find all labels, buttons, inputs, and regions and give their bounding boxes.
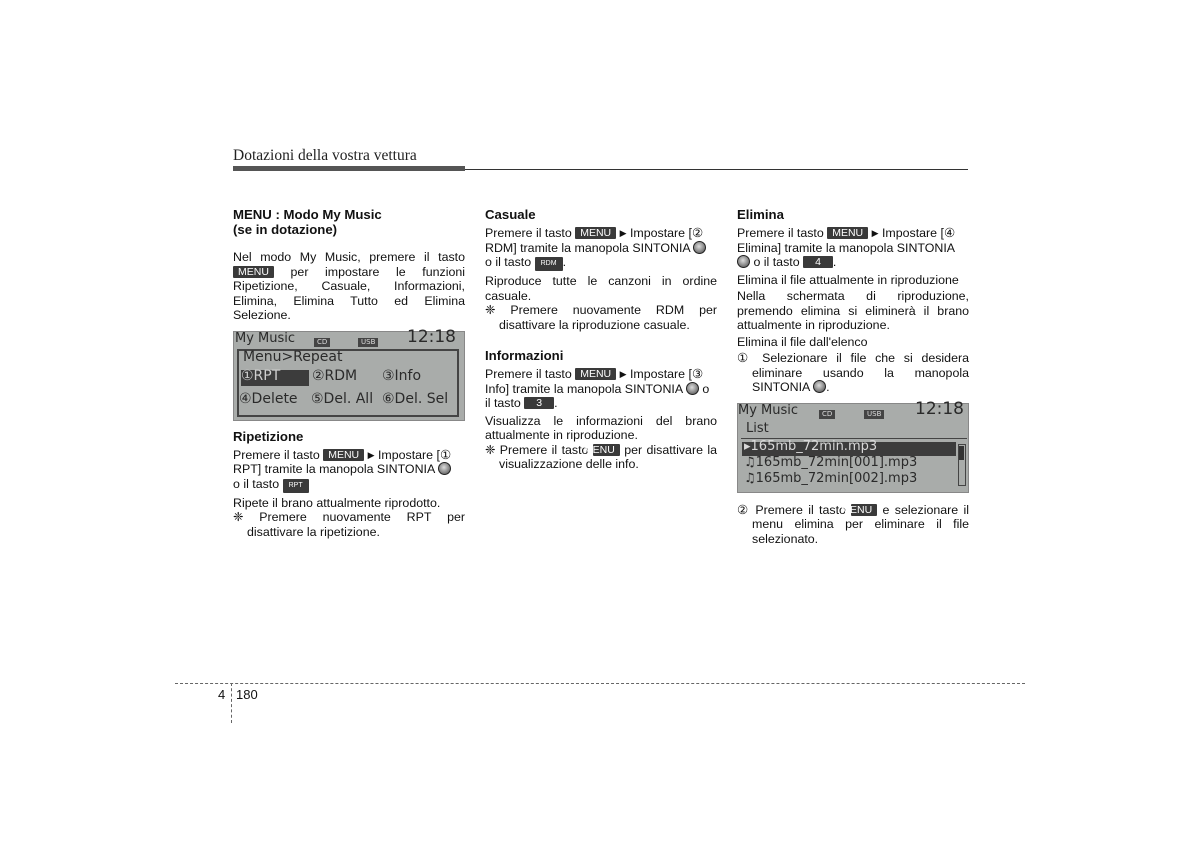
info-description: Visualizza le informazioni del brano attualmente in riproduzione. xyxy=(485,413,717,442)
shuffle-description: Riproduce tutte le canzoni in ordine casuale. xyxy=(485,274,717,303)
delete-current-label: Elimina il file attualmente in riproduzione xyxy=(737,272,959,287)
section-header: Dotazioni della vostra vettura xyxy=(233,147,417,164)
info-note: ❈ Premere il tasto MENU per disattivare la visualizzazione delle info. xyxy=(485,442,717,471)
menu-key: MENU xyxy=(851,504,877,516)
shuffle-note: ❈ Premere nuovamente RDM per disattivare la riproduzione casuale. xyxy=(485,303,717,332)
repeat-note: ❈ Premere nuovamente RPT per disattivare la ripetizione. xyxy=(233,510,465,539)
tune-knob-icon xyxy=(438,462,451,475)
menu-key: MENU xyxy=(323,449,364,461)
column-2 xyxy=(485,207,717,472)
repeat-description: Ripete il brano attualmente riprodotto. xyxy=(233,495,441,510)
repeat-menu-screen: My Music CD USB 12:18 Menu>Repeat ①RPT ②RDM ③Info ④Delete ⑤Del. All ⑥Del. Sel xyxy=(233,331,465,421)
repeat-title: Ripetizione xyxy=(233,428,304,444)
column-1 xyxy=(233,207,465,539)
key-3: 3 xyxy=(524,397,554,409)
menu-key: MENU xyxy=(233,266,274,278)
menu-title: MENU : Modo My Music (se in dotazione) xyxy=(233,207,382,237)
list-screen: My Music CD USB 12:18 List ▸165mb_72min.mp3 ♫165mb_72min[001].mp3 ♫165mb_72min[002].mp3 xyxy=(737,403,969,493)
delete-from-list-label: Elimina il file dall'elenco xyxy=(737,334,868,349)
header-bar xyxy=(233,166,465,171)
shuffle-instructions: Premere il tasto MENU ▶ Impostare [② RDM] tramite la manopola SINTONIA o il tasto RDM . xyxy=(485,226,717,271)
chapter-number: 4 xyxy=(218,687,226,702)
repeat-instructions: Premere il tasto MENU ▶ Impostare [① RPT] tramite la manopola SINTONIA o il tasto RPT xyxy=(233,447,452,491)
header-rule xyxy=(465,169,968,170)
tune-knob-icon xyxy=(686,382,699,395)
step-1: ① Selezionare il file che si desidera eliminare usando la manopola SINTONIA . xyxy=(737,351,969,394)
tune-knob-icon xyxy=(813,380,826,393)
shuffle-title: Casuale xyxy=(485,207,536,222)
rdm-key: RDM xyxy=(535,257,563,271)
footer-rule xyxy=(175,683,1025,684)
footer-divider xyxy=(231,683,232,723)
delete-description: Nella schermata di riproduzione, premendo elimina si eliminerà il brano attualmente in riproduzione. xyxy=(737,289,969,332)
step-2: ② Premere il tasto MENU e selezionare il menu elimina per eliminare il file selezionato. xyxy=(737,502,969,546)
menu-key: MENU xyxy=(593,444,620,456)
menu-key: MENU xyxy=(575,227,616,239)
menu-key: MENU xyxy=(827,227,868,239)
info-title: Informazioni xyxy=(485,348,564,363)
page-number: 180 xyxy=(236,687,258,702)
info-instructions: Premere il tasto MENU ▶ Impostare [③ Info] tramite la manopola SINTONIA o il tasto 3 . xyxy=(485,367,710,410)
intro-paragraph: Nel modo My Music, premere il tasto MENU per impostare le funzioni Ripetizione, Casuale, Informazioni, Elimina, Elimina Tutto ed Elimina Selezione. xyxy=(233,250,465,322)
delete-instructions: Premere il tasto MENU ▶ Impostare [④ Elimina] tramite la manopola SINTONIA o il tasto 4 . xyxy=(737,226,956,269)
delete-title: Elimina xyxy=(737,207,784,222)
tune-knob-icon xyxy=(737,255,750,268)
rpt-key: RPT xyxy=(283,479,309,493)
tune-knob-icon xyxy=(693,241,706,254)
menu-key: MENU xyxy=(575,368,616,380)
column-3 xyxy=(737,207,969,546)
key-4: 4 xyxy=(803,256,833,268)
